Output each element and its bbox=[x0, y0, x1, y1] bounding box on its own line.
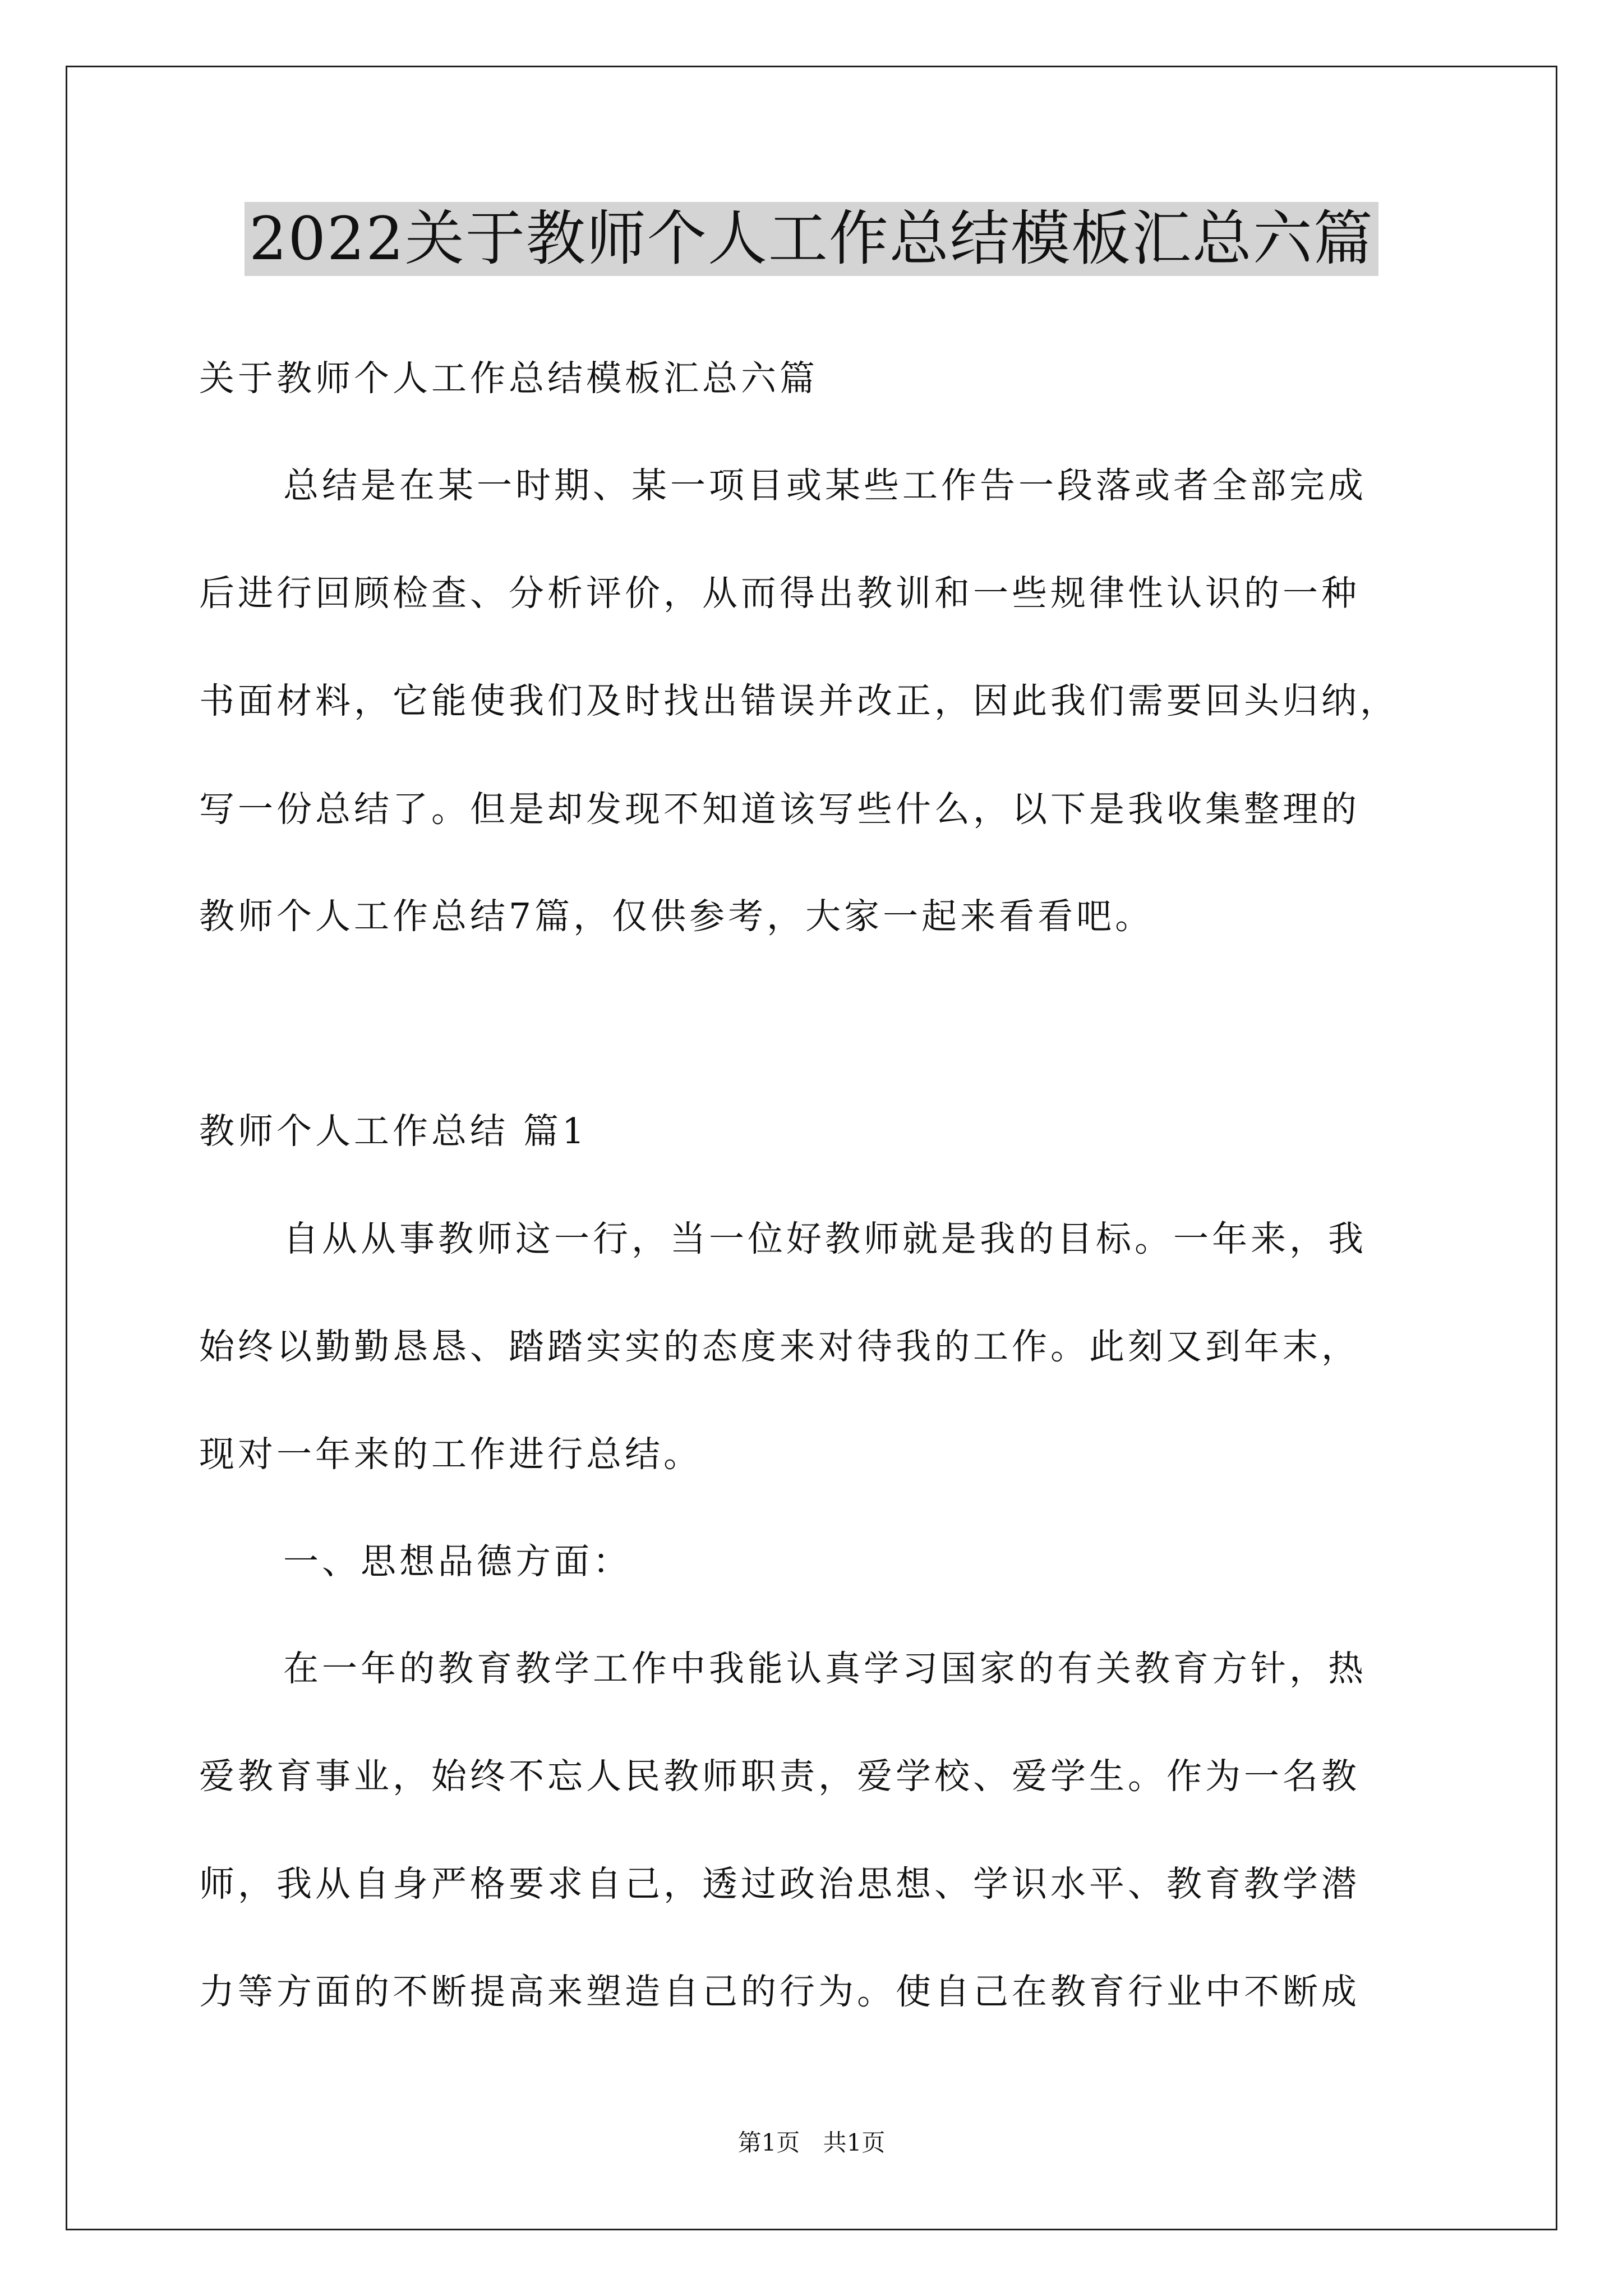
title-container bbox=[66, 202, 1557, 276]
intro-line-3: 书面材料，它能使我们及时找出错误并改正，因此我们需要回头归纳， bbox=[199, 680, 1399, 721]
section1-line-2: 始终以勤勤恳恳、踏踏实实的态度来对待我的工作。此刻又到年末， bbox=[199, 1326, 1360, 1367]
intro-line-4: 写一份总结了。但是却发现不知道该写些什么，以下是我收集整理的 bbox=[199, 789, 1360, 830]
page-number-current: 第1页 bbox=[737, 2129, 800, 2156]
section1-line-3: 现对一年来的工作进行总结。 bbox=[199, 1434, 702, 1475]
section2-line-3: 师，我从自身严格要求自己，透过政治思想、学识水平、教育教学潜 bbox=[199, 1864, 1360, 1904]
intro-line-1: 总结是在某一时期、某一项目或某些工作告一段落或者全部完成 bbox=[283, 465, 1367, 506]
intro-line-5: 教师个人工作总结7篇，仅供参考，大家一起来看看吧。 bbox=[199, 896, 1154, 937]
section2-line-1: 在一年的教育教学工作中我能认真学习国家的有关教育方针，热 bbox=[283, 1648, 1367, 1689]
document-subtitle: 关于教师个人工作总结模板汇总六篇 bbox=[199, 358, 818, 399]
page-number-total: 共1页 bbox=[823, 2129, 886, 2156]
section2-line-2: 爱教育事业，始终不忘人民教师职责，爱学校、爱学生。作为一名教 bbox=[199, 1756, 1360, 1797]
page-footer bbox=[66, 2129, 1557, 2157]
section2-line-4: 力等方面的不断提高来塑造自己的行为。使自己在教育行业中不断成 bbox=[199, 1971, 1360, 2012]
section-heading-1: 教师个人工作总结 篇1 bbox=[199, 1111, 588, 1152]
document-title: 2022关于教师个人工作总结模板汇总六篇 bbox=[245, 202, 1378, 276]
subheading-thought-morality: 一、思想品德方面： bbox=[283, 1541, 631, 1582]
section1-line-1: 自从从事教师这一行，当一位好教师就是我的目标。一年来，我 bbox=[283, 1218, 1367, 1259]
intro-line-2: 后进行回顾检查、分析评价，从而得出教训和一些规律性认识的一种 bbox=[199, 573, 1360, 614]
